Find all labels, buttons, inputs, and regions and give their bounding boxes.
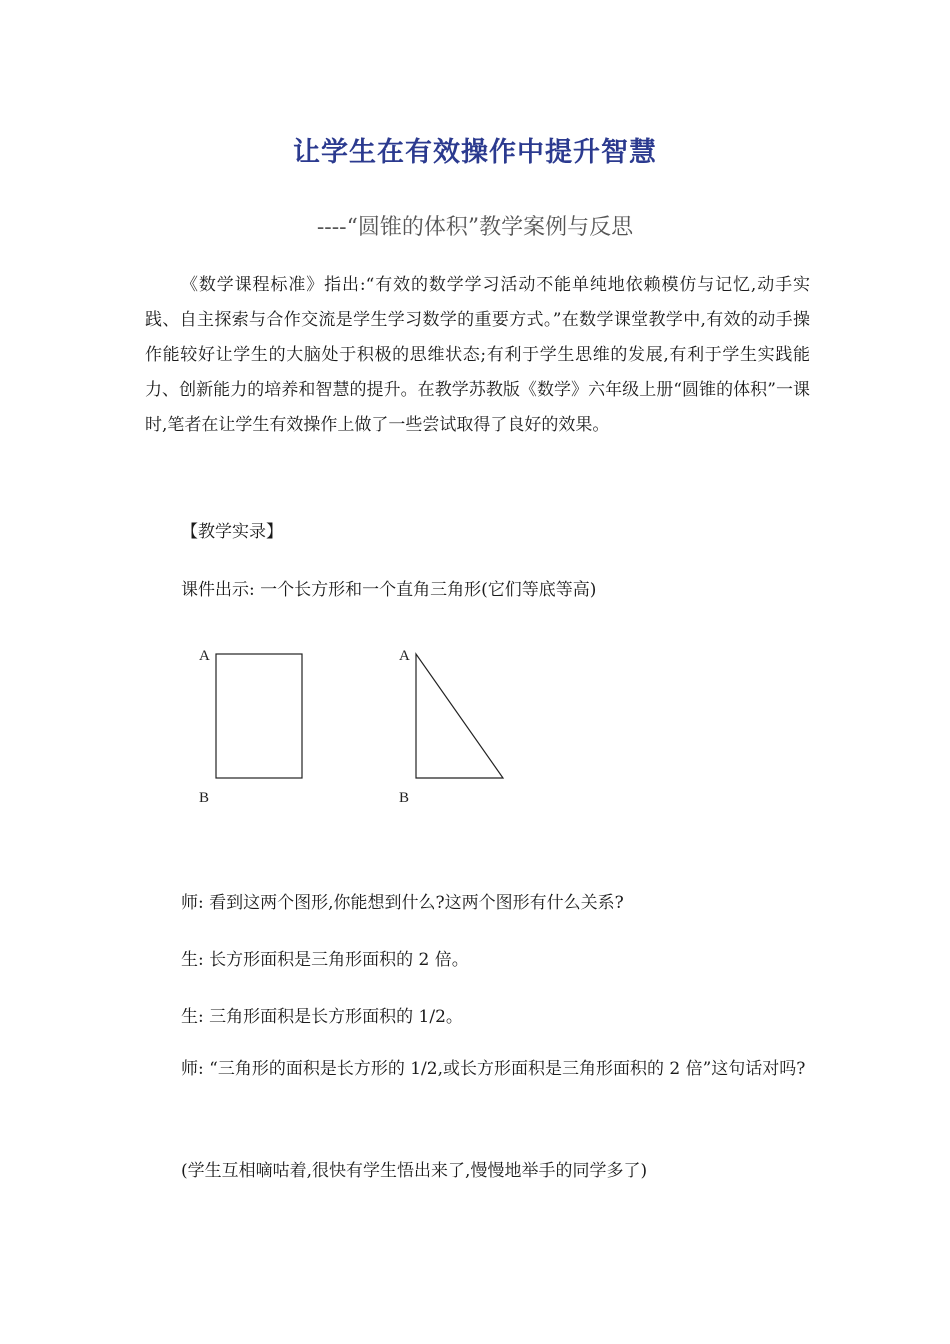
figure-svg — [190, 640, 530, 820]
dialogue-line-1: 师: 看到这两个图形,你能想到什么?这两个图形有什么关系? — [181, 893, 624, 913]
dialogue-line-2: 生: 长方形面积是三角形面积的 2 倍。 — [181, 950, 469, 970]
tri-label-a: A — [399, 648, 410, 664]
geometry-figure — [190, 640, 530, 820]
rect-label-b: B — [199, 790, 210, 806]
tri-label-b: B — [399, 790, 410, 806]
rect-label-a: A — [199, 648, 210, 664]
document-subtitle: ----“圆锥的体积”教学案例与反思 — [316, 215, 634, 240]
rectangle-shape — [216, 654, 302, 778]
dialogue-line-4: 师: “三角形的面积是长方形的 1/2,或长方形面积是三角形面积的 2 倍”这句话对吗? — [181, 1059, 806, 1079]
right-triangle-shape — [416, 654, 503, 778]
section-heading: 【教学实录】 — [181, 522, 283, 542]
dialogue-line-5: (学生互相嘀咕着,很快有学生悟出来了,慢慢地举手的同学多了) — [181, 1161, 648, 1181]
document-title: 让学生在有效操作中提升智慧 — [293, 137, 657, 168]
dialogue-line-3: 生: 三角形面积是长方形面积的 1/2。 — [181, 1007, 463, 1027]
intro-paragraph: 《数学课程标准》指出:“有效的数学学习活动不能单纯地依赖模仿与记忆,动手实践、自主探索与合作交流是学生学习数学的重要方式。”在数学课堂教学中,有效的动手操作能较好让学生的大脑处于积极的思维状态;有利于学生思维的发展,有利于学生实践能力、创新能力的培养和智慧的提升。在教学苏教版《数学》六年级上册“圆锥的体积”一课时,笔者在让学生有效操作上做了一些尝试取得了良好的效果。 — [145, 275, 810, 435]
courseware-line: 课件出示: 一个长方形和一个直角三角形(它们等底等高) — [181, 580, 597, 600]
